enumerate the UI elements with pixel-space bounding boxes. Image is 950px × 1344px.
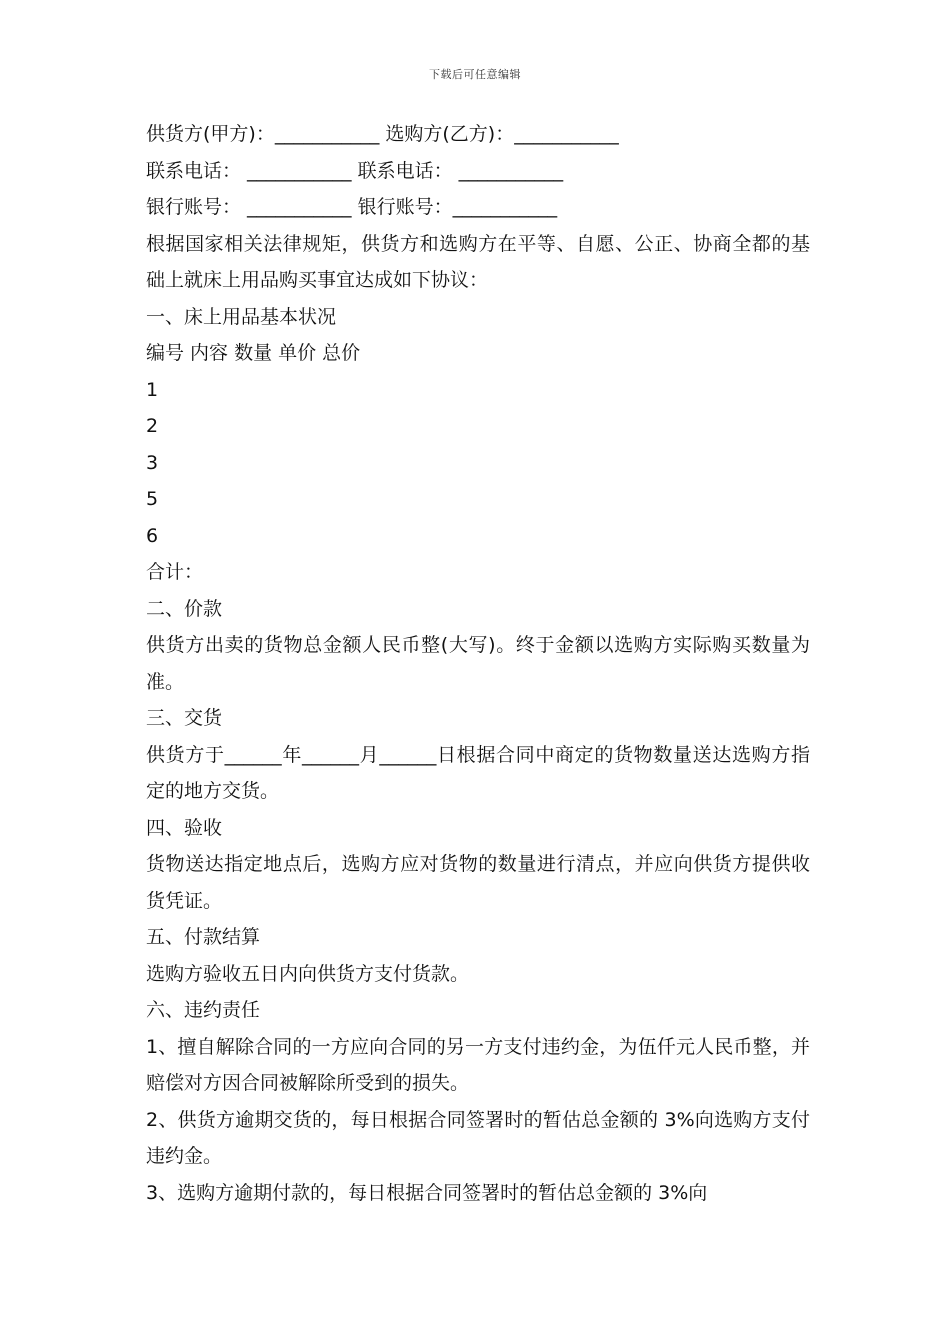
table-row: 1 bbox=[146, 378, 159, 401]
section-text-delivery: 供货方于______年______月______日根据合同中商定的货物数量送达选购方指定的地方交货。 bbox=[146, 743, 810, 802]
section-title-basic-info: 一、床上用品基本状况 bbox=[146, 305, 337, 328]
section-title-price: 二、价款 bbox=[146, 597, 223, 620]
party-line-supplier-buyer: 供货方(甲方)：___________ 选购方(乙方)：___________ bbox=[146, 123, 619, 145]
section-text-acceptance: 货物送达指定地点后，选购方应对货物的数量进行清点，并应向供货方提供收货凭证。 bbox=[146, 853, 810, 912]
contract-intro: 根据国家相关法律规矩，供货方和选购方在平等、自愿、公正、协商全都的基础上就床上用品购买事宜达成如下协议： bbox=[146, 232, 810, 291]
section-title-payment: 五、付款结算 bbox=[146, 926, 261, 948]
section-title-delivery: 三、交货 bbox=[146, 707, 223, 729]
table-total-label: 合计： bbox=[146, 561, 204, 583]
contract-body bbox=[146, 116, 810, 1211]
liability-clause-1: 1、擅自解除合同的一方应向合同的另一方支付违约金，为伍仟元人民币整，并赔偿对方因合同被解除所受到的损失。 bbox=[146, 1035, 810, 1094]
table-row: 6 bbox=[146, 524, 159, 547]
table-row: 5 bbox=[146, 488, 159, 510]
section-title-acceptance: 四、验收 bbox=[146, 816, 223, 839]
table-row: 3 bbox=[146, 451, 159, 474]
liability-clause-2: 2、供货方逾期交货的，每日根据合同签署时的暂估总金额的 3%向选购方支付违约金。 bbox=[146, 1108, 810, 1167]
table-row: 2 bbox=[146, 415, 159, 437]
section-text-payment: 选购方验收五日内向供货方支付货款。 bbox=[146, 962, 470, 985]
table-header: 编号 内容 数量 单价 总价 bbox=[146, 342, 361, 364]
page-header-note: 下载后可任意编辑 bbox=[429, 68, 521, 81]
section-title-liability: 六、违约责任 bbox=[146, 999, 261, 1021]
party-line-bank-account: 银行账号： ___________ 银行账号：___________ bbox=[146, 196, 558, 218]
section-text-price: 供货方出卖的货物总金额人民币整(大写)。终于金额以选购方实际购买数量为准。 bbox=[146, 634, 810, 693]
party-line-phone: 联系电话： ___________ 联系电话： ___________ bbox=[146, 159, 564, 182]
liability-clause-3: 3、选购方逾期付款的，每日根据合同签署时的暂估总金额的 3%向 bbox=[146, 1181, 708, 1204]
